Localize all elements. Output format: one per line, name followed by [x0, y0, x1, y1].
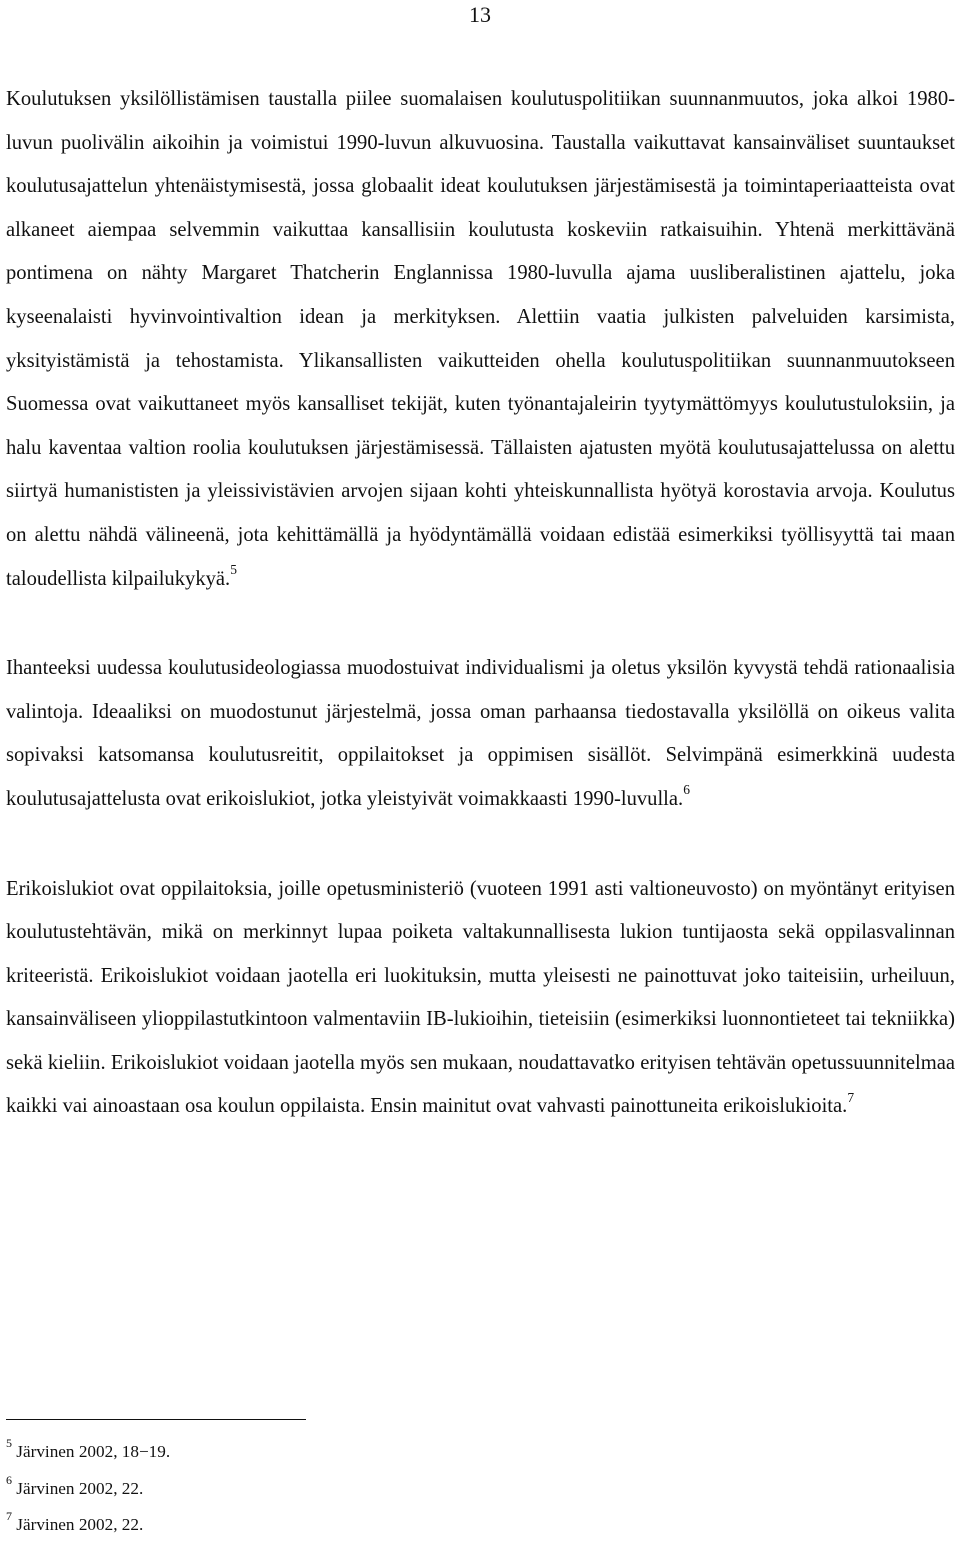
paragraph-text: Erikoislukiot ovat oppilaitoksia, joille opetusministeriö (vuoteen 1991 asti valtioneuvosto) on myöntänyt erityisen koulutustehtävän, mikä on merkinnyt lupaa poiketa valtakunnallisesta lukion tuntijaosta sekä oppilasvalinnan kriteeristä. Erikoislukiot voidaan jaotella eri luokituksin, mutta yleisesti ne painottuvat joko taiteisiin, urheiluun, kansainväliseen ylioppilastutkintoon valmentaviin IB-lukioihin, tieteisiin (esimerkiksi luonnontieteet tai tekniikka) sekä kieliin. Erikoislukiot voidaan jaotella myös sen mukaan, noudattavatko erityisen tehtävän opetussuunnitelmaa kaikki vai ainoastaan osa koulun oppilaista. Ensin mainitut ovat vahvasti painottuneita erikoislukioita. — [6, 877, 955, 1118]
footnote-number: 7 — [6, 1509, 12, 1524]
footnote-text: Järvinen 2002, 22. — [16, 1515, 144, 1534]
footnote-text: Järvinen 2002, 22. — [16, 1478, 144, 1498]
footnote-reference: 5 — [230, 561, 237, 577]
footnote-reference: 6 — [683, 782, 690, 798]
footnote-number: 5 — [6, 1436, 12, 1451]
footnote-number: 6 — [6, 1472, 12, 1487]
footnote-separator — [6, 1419, 306, 1420]
page-number: 13 — [469, 2, 491, 27]
footnotes — [6, 1434, 946, 1544]
paragraph-3 — [6, 868, 955, 1130]
paragraph-text: Koulutuksen yksilöllistämisen taustalla piilee suomalaisen koulutuspolitiikan suunnanmuutos, joka alkoi 1980-luvun puolivälin aikoihin ja voimistui 1990-luvun alkuvuosina. Taustalla vaikuttavat kansainväliset suuntaukset koulutusajattelun yhtenäistymisestä, jossa globaalit ideat koulutuksen järjestämisestä ja toimintaperiaatteista ovat alkaneet aiempaa selvemmin vaikuttaa kansallisiin koulutusta koskeviin ratkaisuihin. Yhtenä merkittävänä pontimena on nähty Margaret Thatcherin Englannissa 1980-luvulla ajama uusliberalistinen ajattelu, joka kyseenalaisti hyvinvointivaltion idean ja merkityksen. Alettiin vaatia julkisten palveluiden karsimista, yksityistämistä ja tehostamista. Ylikansallisten vaikutteiden ohella koulutuspolitiikan suunnanmuutokseen Suomessa ovat vaikuttaneet myös kansalliset tekijät, kuten työnantajaleirin tyytymättömyys koulutustuloksiin, ja halu kaventaa valtion roolia koulutuksen järjestämisessä. Tällaisten ajatusten myötä koulutusajattelussa on alettu siirtyä humanististen ja yleissivistävien arvojen sijaan kohti yhteiskunnallista hyötyä korostavia arvoja. Koulutus on alettu nähdä välineenä, jota kehittämällä ja hyödyntämällä voidaan edistää esimerkiksi työllisyyttä tai maan taloudellista kilpailukykyä. — [6, 88, 955, 590]
paragraph-text: Ihanteeksi uudessa koulutusideologiassa muodostuivat individualismi ja oletus yksilön kyvystä tehdä rationaalisia valintoja. Ideaaliksi on muodostunut järjestelmä, jossa oman parhaansa tiedostavalla yksilöllä on oikeus valita sopivaksi katsomansa koulutusreitit, oppilaitokset ja oppimisen sisällöt. Selvimpänä esimerkkinä uudesta koulutusajattelusta ovat erikoislukiot, jotka yleistyivät voimakkaasti 1990-luvulla. — [6, 657, 955, 810]
footnote-6 — [6, 1471, 946, 1508]
body-text — [6, 78, 955, 1129]
footnote-5 — [6, 1434, 946, 1471]
paragraph-2 — [6, 647, 955, 821]
footnote-reference: 7 — [847, 1089, 855, 1105]
footnote-7 — [6, 1507, 946, 1544]
footnote-text: Järvinen 2002, 18−19. — [16, 1442, 171, 1461]
paragraph-1 — [6, 78, 955, 601]
